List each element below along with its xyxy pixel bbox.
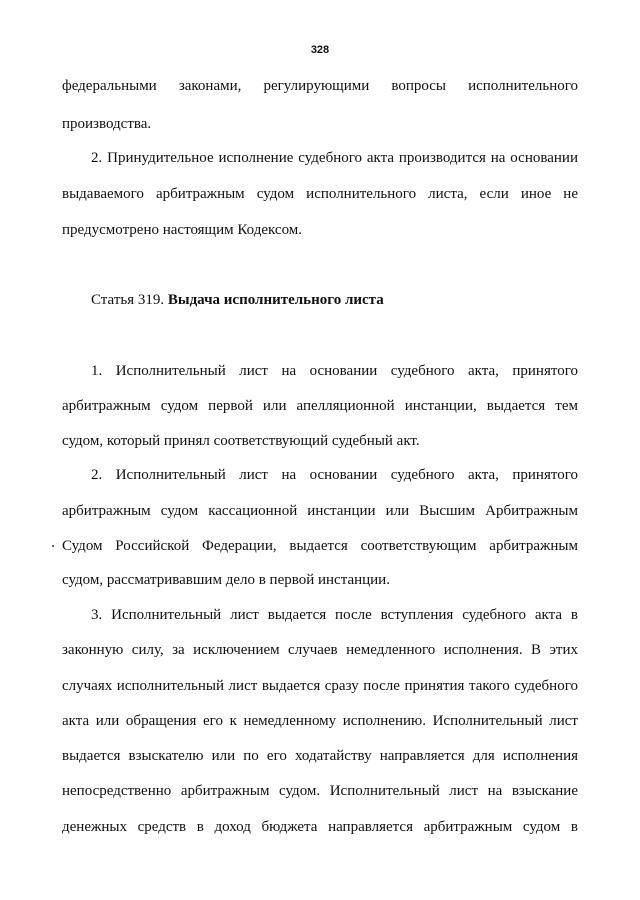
text-line: непосредственно арбитражным судом. Исполнительный лист на взыскание: [62, 783, 578, 799]
text-line: арбитражным судом кассационной инстанции или Высшим Арбитражным: [62, 503, 578, 519]
text-line: производства.: [62, 116, 152, 132]
text-line: выдается взыскателю или по его ходатайству направляется для исполнения: [62, 748, 578, 764]
text-line: 2. Исполнительный лист на основании судебного акта, принятого: [91, 467, 578, 483]
text-line: предусмотрено настоящим Кодексом.: [62, 222, 303, 238]
text-line: 2. Принудительное исполнение судебного акта производится на основании: [91, 150, 578, 166]
text-line: денежных средств в доход бюджета направляется арбитражным судом в: [62, 819, 578, 835]
page-number: 328: [310, 44, 330, 56]
text-line: судом, рассматривавшим дело в первой инстанции.: [62, 572, 390, 588]
text-line: случаях исполнительный лист выдается сразу после принятия такого судебного: [62, 678, 578, 694]
text-line: судом, который принял соответствующий судебный акт.: [62, 433, 420, 449]
scan-speck: [52, 545, 54, 547]
text-line: 3. Исполнительный лист выдается после вступления судебного акта в: [91, 607, 578, 623]
text-line: Судом Российской Федерации, выдается соответствующим арбитражным: [62, 538, 578, 554]
text-line: законную силу, за исключением случаев немедленного исполнения. В этих: [62, 642, 578, 658]
article-title: Выдача исполнительного листа: [167, 292, 384, 308]
text-line: выдаваемого арбитражным судом исполнительного листа, если иное не: [62, 186, 578, 202]
text-line: акта или обращения его к немедленному исполнению. Исполнительный лист: [62, 713, 578, 729]
text-line: 1. Исполнительный лист на основании судебного акта, принятого: [91, 363, 578, 379]
text-line: арбитражным судом первой или апелляционной инстанции, выдается тем: [62, 398, 578, 414]
text-line: федеральными законами, регулирующими вопросы исполнительного: [62, 78, 578, 94]
article-heading: [91, 290, 578, 310]
article-number: Статья 319.: [91, 292, 165, 308]
